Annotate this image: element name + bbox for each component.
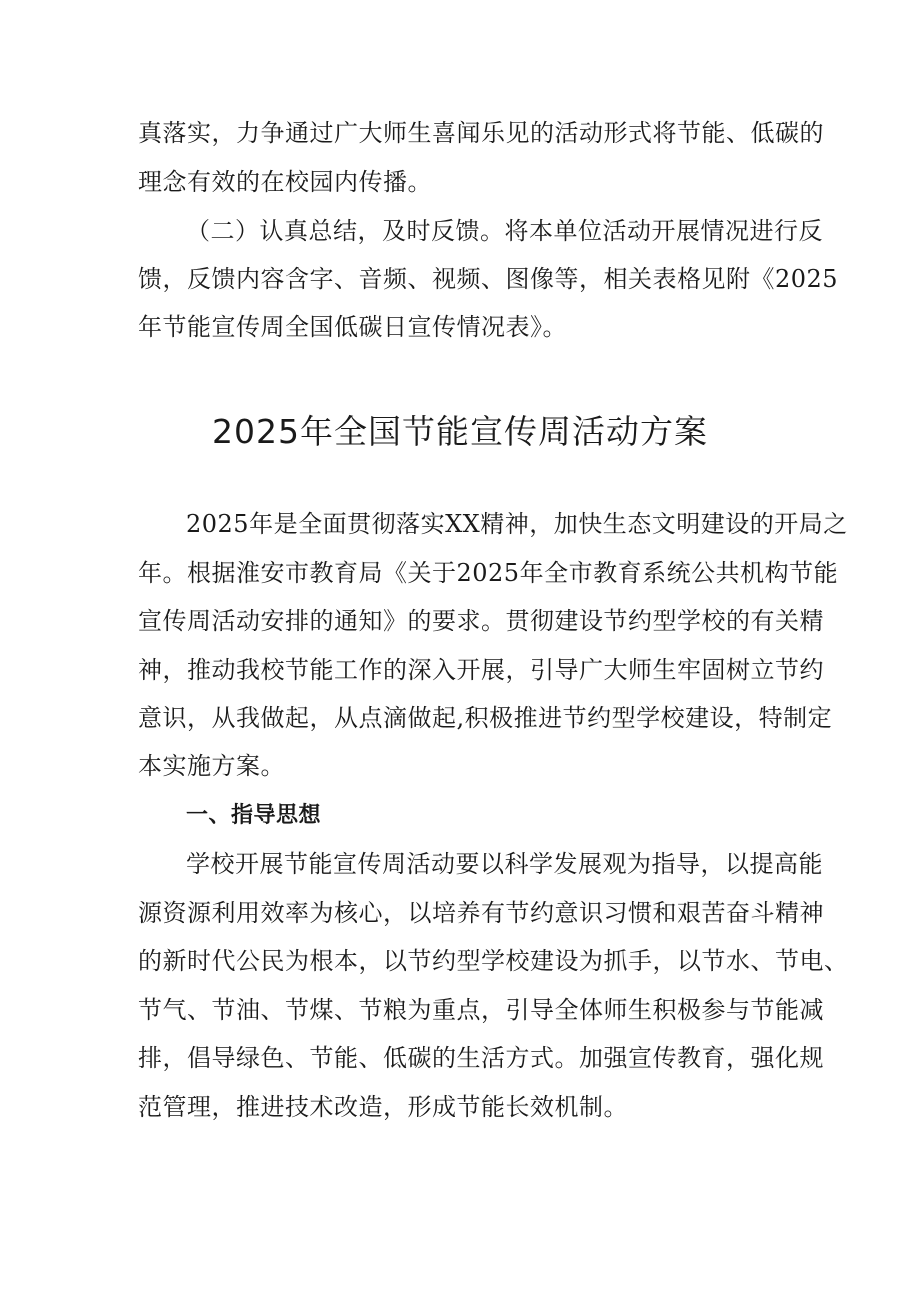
paragraph-line: 神，推动我校节能工作的深入开展，引导广大师生牢固树立节约	[138, 656, 824, 684]
paragraph-line: 排，倡导绿色、节能、低碳的生活方式。加强宣传教育，强化规	[138, 1044, 824, 1072]
paragraph-line: 本实施方案。	[138, 752, 285, 780]
document-title: 2025年全国节能宣传周活动方案	[212, 412, 708, 451]
paragraph-line: （二）认真总结，及时反馈。将本单位活动开展情况进行反	[186, 217, 823, 245]
paragraph-line: 意识，从我做起，从点滴做起,积极推进节约型学校建设，特制定	[138, 704, 833, 732]
paragraph-line: 学校开展节能宣传周活动要以科学发展观为指导，以提高能	[186, 850, 823, 878]
paragraph-line: 宣传周活动安排的通知》的要求。贯彻建设节约型学校的有关精	[138, 607, 824, 635]
paragraph-line: 源资源利用效率为核心，以培养有节约意识习惯和艰苦奋斗精神	[138, 899, 824, 927]
paragraph-line: 节气、节油、节煤、节粮为重点，引导全体师生积极参与节能减	[138, 996, 824, 1024]
paragraph-line: 年节能宣传周全国低碳日宣传情况表》。	[138, 313, 567, 341]
paragraph-line: 的新时代公民为根本，以节约型学校建设为抓手，以节水、节电、	[138, 947, 849, 975]
paragraph-line: 范管理，推进技术改造，形成节能长效机制。	[138, 1093, 628, 1121]
section-heading: 一、指导思想	[186, 803, 322, 828]
paragraph-line: 真落实，力争通过广大师生喜闻乐见的活动形式将节能、低碳的	[138, 119, 824, 147]
paragraph-line: 年。根据淮安市教育局《关于2025年全市教育系统公共机构节能	[138, 559, 839, 587]
paragraph-line: 2025年是全面贯彻落实XX精神，加快生态文明建设的开局之	[186, 510, 848, 538]
paragraph-line: 理念有效的在校园内传播。	[138, 168, 432, 196]
paragraph-line: 馈，反馈内容含字、音频、视频、图像等，相关表格见附《2025	[138, 265, 839, 293]
